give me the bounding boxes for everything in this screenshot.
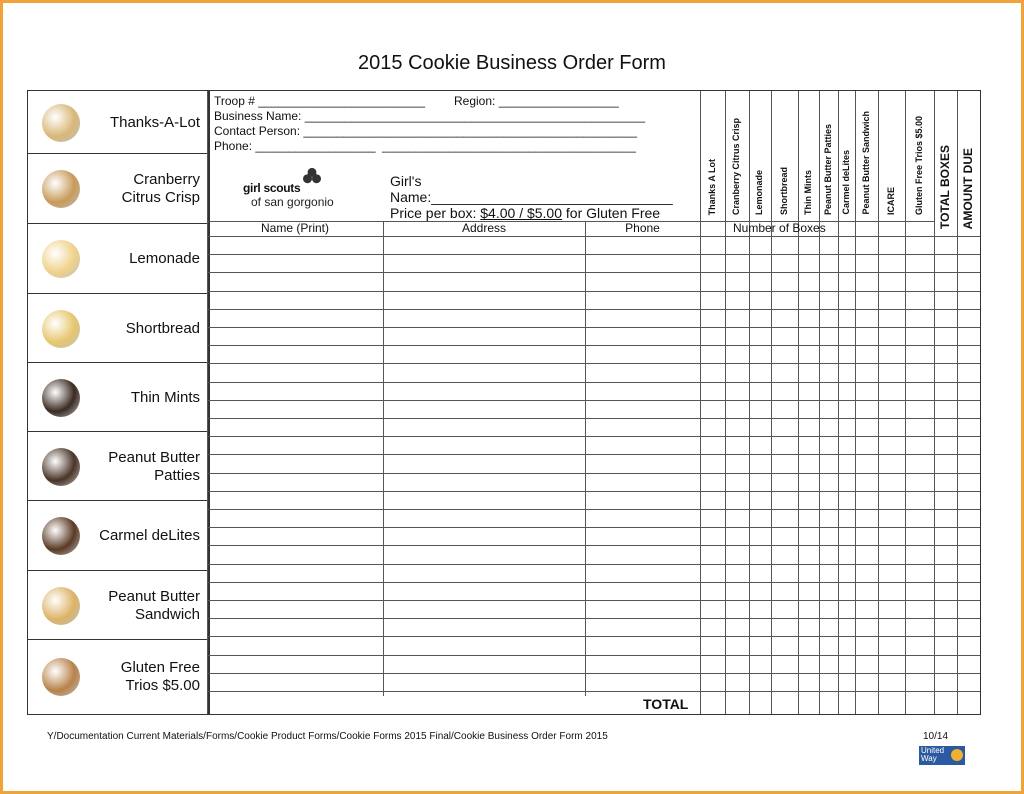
name-column-header: Name (Print) xyxy=(260,221,329,235)
total-label: TOTAL xyxy=(643,696,689,712)
amount-due-header: AMOUNT DUE xyxy=(960,147,975,229)
cookie-name: Carmel deLites xyxy=(99,527,200,544)
grid-line xyxy=(700,91,701,714)
page-number: 10/14 xyxy=(923,731,949,742)
girls-name-field[interactable]: Name:_______________________________ xyxy=(390,189,673,205)
total-boxes-header: TOTAL BOXES xyxy=(937,144,952,229)
table-row-line xyxy=(207,363,980,364)
product-column-header: Shortbread xyxy=(778,166,789,215)
table-row-line xyxy=(207,527,980,528)
table-row-line xyxy=(207,691,980,692)
table-row-line xyxy=(207,254,980,255)
grid-line xyxy=(585,221,586,696)
table-row-line xyxy=(207,418,980,419)
contact-person-field[interactable]: Contact Person: __________________________________________________ xyxy=(214,124,638,138)
table-row-line xyxy=(207,582,980,583)
table-row-line xyxy=(207,309,980,310)
trefoil-icon xyxy=(303,167,321,185)
girl-scouts-logo xyxy=(243,171,343,211)
grid-line xyxy=(905,91,906,714)
product-column-header: Lemonade xyxy=(754,169,764,215)
cookie-row xyxy=(28,640,208,713)
grid-line xyxy=(878,91,879,714)
business-name-field[interactable]: Business Name: ___________________________________________________ xyxy=(214,109,646,123)
table-row-line xyxy=(207,673,980,674)
table-row-line xyxy=(207,509,980,510)
number-of-boxes-header: Number of Boxes xyxy=(733,221,826,235)
table-row-line xyxy=(207,473,980,474)
table-row-line xyxy=(207,382,980,383)
grid-line xyxy=(819,91,820,714)
grid-line xyxy=(771,91,772,714)
united-way-icon xyxy=(951,749,963,761)
grid-line xyxy=(838,91,839,714)
cookie-row xyxy=(28,91,208,154)
cookie-image xyxy=(42,379,80,417)
table-row-line xyxy=(207,655,980,656)
product-column-header: Thanks A Lot xyxy=(706,158,717,215)
product-column-header: Carmel deLites xyxy=(840,150,851,215)
logo-text: girl scouts xyxy=(243,181,301,195)
footer-path: Y/Documentation Current Materials/Forms/Cookie Product Forms/Cookie Forms 2015 Final/Cookie Business Order Form 2015 xyxy=(47,731,608,742)
product-column-header: Peanut Butter Sandwich xyxy=(860,111,871,215)
cookie-name: Peanut Butter Sandwich xyxy=(108,587,200,623)
price-prefix: Price per box: xyxy=(390,205,481,221)
table-top-line xyxy=(207,236,980,237)
table-row-line xyxy=(207,436,980,437)
table-row-line xyxy=(207,491,980,492)
table-row-line xyxy=(207,454,980,455)
product-column-header: Gluten Free Trios $5.00 xyxy=(913,115,924,215)
cookie-row xyxy=(28,501,208,571)
cookie-name: Gluten Free Trios $5.00 xyxy=(120,659,200,694)
cookie-row xyxy=(28,224,208,294)
table-row-line xyxy=(207,600,980,601)
cookie-name: Thanks-A-Lot xyxy=(109,113,200,131)
cookie-image xyxy=(42,658,80,696)
troop-field[interactable]: Troop # _________________________ xyxy=(214,94,426,108)
table-row-line xyxy=(207,636,980,637)
cookie-row xyxy=(28,294,208,363)
cookie-image xyxy=(42,587,80,625)
phone-column-header: Phone xyxy=(625,221,660,235)
order-form xyxy=(207,90,981,715)
grid-line xyxy=(749,91,750,714)
grid-line xyxy=(383,221,384,696)
cookie-row xyxy=(28,363,208,432)
address-column-header: Address xyxy=(461,221,507,235)
cookie-image xyxy=(42,448,80,486)
cookie-row xyxy=(28,154,208,224)
cookie-image xyxy=(42,170,80,208)
girls-label: Girl's xyxy=(390,173,422,189)
product-column-header: Thin Mints xyxy=(802,170,813,215)
united-way-text: United Way xyxy=(921,746,945,763)
grid-line xyxy=(855,91,856,714)
product-column-header: Cranberry Citrus Crisp xyxy=(731,117,741,215)
grid-line xyxy=(725,91,726,714)
table-row-line xyxy=(207,345,980,346)
united-way-badge xyxy=(919,746,965,765)
region-field[interactable]: Region: __________________ xyxy=(454,94,619,108)
price-value: $4.00 / $5.00 xyxy=(480,205,563,221)
price-text xyxy=(390,205,660,221)
product-column-header: Peanut Butter Patties xyxy=(822,123,833,215)
cookie-name: Thin Mints xyxy=(130,388,200,406)
table-row-line xyxy=(207,327,980,328)
cookie-name: Shortbread xyxy=(125,319,200,337)
phone-field[interactable]: Phone: __________________ ______________________________________ xyxy=(214,139,636,153)
logo-subtext: of san gorgonio xyxy=(251,195,334,209)
cookie-image xyxy=(42,310,80,348)
cookie-image xyxy=(42,104,80,142)
cookie-list xyxy=(27,90,210,715)
grid-line xyxy=(207,91,208,714)
cookie-image xyxy=(42,517,80,555)
cookie-image xyxy=(42,240,80,278)
cookie-name: Peanut Butter Patties xyxy=(108,448,200,484)
table-row-line xyxy=(207,618,980,619)
page-title: 2015 Cookie Business Order Form xyxy=(358,52,666,74)
product-column-header: ICARE xyxy=(885,186,896,215)
cookie-name: Lemonade xyxy=(129,250,200,267)
grid-line xyxy=(798,91,799,714)
price-suffix: for Gluten Free xyxy=(562,205,661,221)
table-row-line xyxy=(207,545,980,546)
cookie-row xyxy=(28,571,208,640)
cookie-name: Cranberry Citrus Crisp xyxy=(121,171,200,206)
table-row-line xyxy=(207,272,980,273)
cookie-row xyxy=(28,432,208,501)
table-row-line xyxy=(207,400,980,401)
table-row-line xyxy=(207,291,980,292)
grid-line xyxy=(957,91,958,714)
table-row-line xyxy=(207,564,980,565)
grid-line xyxy=(934,91,935,714)
